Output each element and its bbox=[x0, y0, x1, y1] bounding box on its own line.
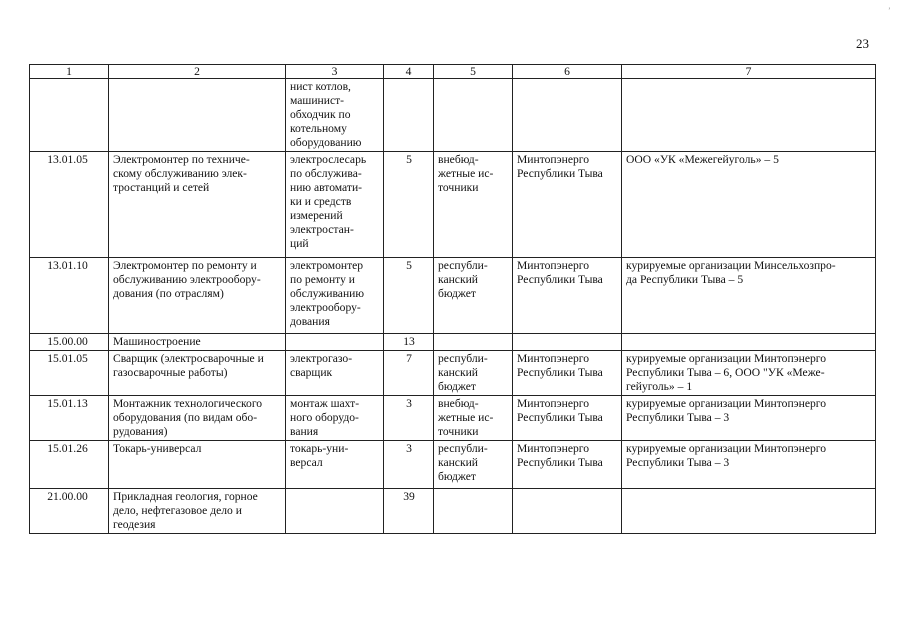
employer-organizations bbox=[622, 334, 876, 351]
specialty-code: 15.01.13 bbox=[30, 396, 109, 441]
ministry: Минтопэнерго Республики Тыва bbox=[513, 351, 622, 396]
table-row bbox=[30, 441, 876, 489]
ministry bbox=[513, 489, 622, 534]
specialty-name: нист котлов, машинист- обходчик по котельному оборудованию bbox=[286, 79, 384, 152]
specialty-name: электромонтер по ремонту и обслуживанию электрообору- дования bbox=[286, 258, 384, 334]
ministry bbox=[513, 79, 622, 152]
specialty-code: 15.01.05 bbox=[30, 351, 109, 396]
student-count: 3 bbox=[384, 441, 434, 489]
employer-organizations bbox=[622, 489, 876, 534]
profession-name: Электромонтер по ремонту и обслуживанию электрообору- дования (по отраслям) bbox=[109, 258, 286, 334]
table-row bbox=[30, 489, 876, 534]
employer-organizations: ООО «УК «Межегейуголь» – 5 bbox=[622, 152, 876, 258]
table-row bbox=[30, 334, 876, 351]
funding-source: республи- канский бюджет bbox=[434, 258, 513, 334]
funding-source bbox=[434, 489, 513, 534]
profession-name bbox=[109, 79, 286, 152]
employer-organizations: курируемые организации Минтопэнерго Республики Тыва – 3 bbox=[622, 396, 876, 441]
funding-source: республи- канский бюджет bbox=[434, 441, 513, 489]
profession-name: Сварщик (электросварочные и газосварочные работы) bbox=[109, 351, 286, 396]
funding-source: внебюд- жетные ис- точники bbox=[434, 152, 513, 258]
specialty-code: 15.01.26 bbox=[30, 441, 109, 489]
ministry: Минтопэнерго Республики Тыва bbox=[513, 441, 622, 489]
student-count: 39 bbox=[384, 489, 434, 534]
column-number: 5 bbox=[434, 65, 513, 79]
column-number-row bbox=[30, 65, 876, 79]
column-number: 7 bbox=[622, 65, 876, 79]
profession-name: Монтажник технологического оборудования (по видам обо- рудования) bbox=[109, 396, 286, 441]
specialty-name: монтаж шахт- ного оборудо- вания bbox=[286, 396, 384, 441]
specialty-code: 21.00.00 bbox=[30, 489, 109, 534]
table-row bbox=[30, 351, 876, 396]
student-count bbox=[384, 79, 434, 152]
funding-source: внебюд- жетные ис- точники bbox=[434, 396, 513, 441]
funding-source bbox=[434, 79, 513, 152]
student-count: 13 bbox=[384, 334, 434, 351]
student-count: 5 bbox=[384, 258, 434, 334]
employer-organizations: курируемые организации Минтопэнерго Республики Тыва – 6, ООО "УК «Меже- гейуголь» – 1 bbox=[622, 351, 876, 396]
table-row bbox=[30, 79, 876, 152]
table-row bbox=[30, 396, 876, 441]
funding-source: республи- канский бюджет bbox=[434, 351, 513, 396]
specialty-code bbox=[30, 79, 109, 152]
specialty-code: 13.01.05 bbox=[30, 152, 109, 258]
specialty-code: 13.01.10 bbox=[30, 258, 109, 334]
specialty-name: электрослесарь по обслужива- нию автомати- ки и средств измерений электростан- ций bbox=[286, 152, 384, 258]
column-number: 3 bbox=[286, 65, 384, 79]
column-number: 4 bbox=[384, 65, 434, 79]
column-number: 6 bbox=[513, 65, 622, 79]
specialty-code: 15.00.00 bbox=[30, 334, 109, 351]
specialty-name: токарь-уни- версал bbox=[286, 441, 384, 489]
specialty-name: электрогазо- сварщик bbox=[286, 351, 384, 396]
ministry: Минтопэнерго Республики Тыва bbox=[513, 396, 622, 441]
student-count: 5 bbox=[384, 152, 434, 258]
allocation-table bbox=[29, 64, 876, 534]
column-number: 2 bbox=[109, 65, 286, 79]
page-number: 23 bbox=[856, 36, 869, 51]
table-row bbox=[30, 258, 876, 334]
employer-organizations: курируемые организации Минсельхозпро- да Республики Тыва – 5 bbox=[622, 258, 876, 334]
ministry: Минтопэнерго Республики Тыва bbox=[513, 152, 622, 258]
ministry: Минтопэнерго Республики Тыва bbox=[513, 258, 622, 334]
profession-name: Электромонтер по техниче- скому обслуживанию элек- тростанций и сетей bbox=[109, 152, 286, 258]
profession-name: Прикладная геология, горное дело, нефтегазовое дело и геодезия bbox=[109, 489, 286, 534]
scan-mark: ’ bbox=[888, 6, 891, 15]
specialty-name bbox=[286, 489, 384, 534]
column-number: 1 bbox=[30, 65, 109, 79]
profession-name: Машиностроение bbox=[109, 334, 286, 351]
ministry bbox=[513, 334, 622, 351]
student-count: 7 bbox=[384, 351, 434, 396]
funding-source bbox=[434, 334, 513, 351]
specialty-name bbox=[286, 334, 384, 351]
employer-organizations: курируемые организации Минтопэнерго Республики Тыва – 3 bbox=[622, 441, 876, 489]
profession-name: Токарь-универсал bbox=[109, 441, 286, 489]
table-row bbox=[30, 152, 876, 258]
student-count: 3 bbox=[384, 396, 434, 441]
employer-organizations bbox=[622, 79, 876, 152]
